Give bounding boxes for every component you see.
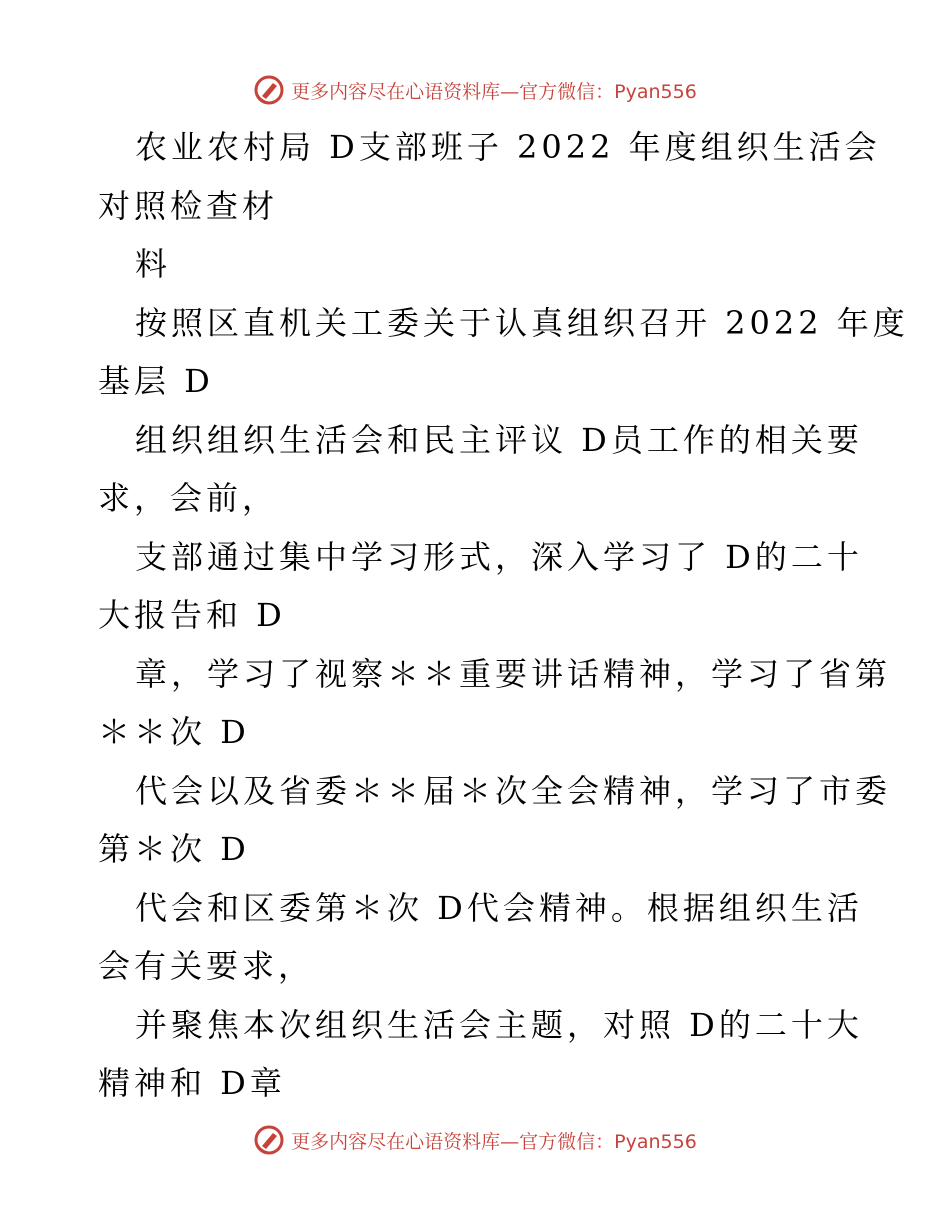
- watermark-wechat-id: Pyan556: [614, 80, 697, 103]
- doc-line-6: 组织组织生活会和民主评议 D员工作的相关要: [135, 421, 863, 459]
- watermark-wechat-id: Pyan556: [614, 1130, 697, 1153]
- doc-line-9: 大报告和 D: [98, 596, 286, 634]
- doc-line-4: 按照区直机关工委关于认真组织召开 2022 年度: [135, 304, 909, 342]
- doc-line-5: 基层 D: [98, 362, 214, 400]
- doc-line-17: 精神和 D章: [98, 1064, 286, 1102]
- doc-line-3: 料: [135, 245, 172, 283]
- header-watermark-banner: [0, 70, 950, 110]
- doc-line-15: 会有关要求，: [98, 947, 315, 985]
- watermark-text: [291, 1127, 697, 1154]
- watermark-text-cn: 更多内容尽在心语资料库—官方微信：: [291, 80, 615, 103]
- doc-line-2: 对照检查材: [98, 187, 279, 225]
- doc-line-16: 并聚焦本次组织生活会主题，对照 D的二十大: [135, 1006, 863, 1044]
- pen-circle-logo-icon: [253, 74, 285, 106]
- doc-line-8: 支部通过集中学习形式，深入学习了 D的二十: [135, 538, 863, 576]
- doc-line-12: 代会以及省委＊＊届＊次全会精神，学习了市委: [135, 772, 892, 810]
- doc-line-11: ＊＊次 D: [98, 713, 250, 751]
- doc-line-14: 代会和区委第＊次 D代会精神。根据组织生活: [135, 889, 863, 927]
- doc-line-7: 求，会前，: [98, 479, 279, 517]
- doc-line-13: 第＊次 D: [98, 830, 250, 868]
- doc-line-1: 农业农村局 D支部班子 2022 年度组织生活会: [135, 128, 881, 166]
- doc-line-10: 章，学习了视察＊＊重要讲话精神，学习了省第: [135, 655, 892, 693]
- watermark-text-cn: 更多内容尽在心语资料库—官方微信：: [291, 1130, 615, 1153]
- footer-watermark-banner: [0, 1120, 950, 1160]
- watermark-text: [291, 77, 697, 104]
- pen-circle-logo-icon: [253, 1124, 285, 1156]
